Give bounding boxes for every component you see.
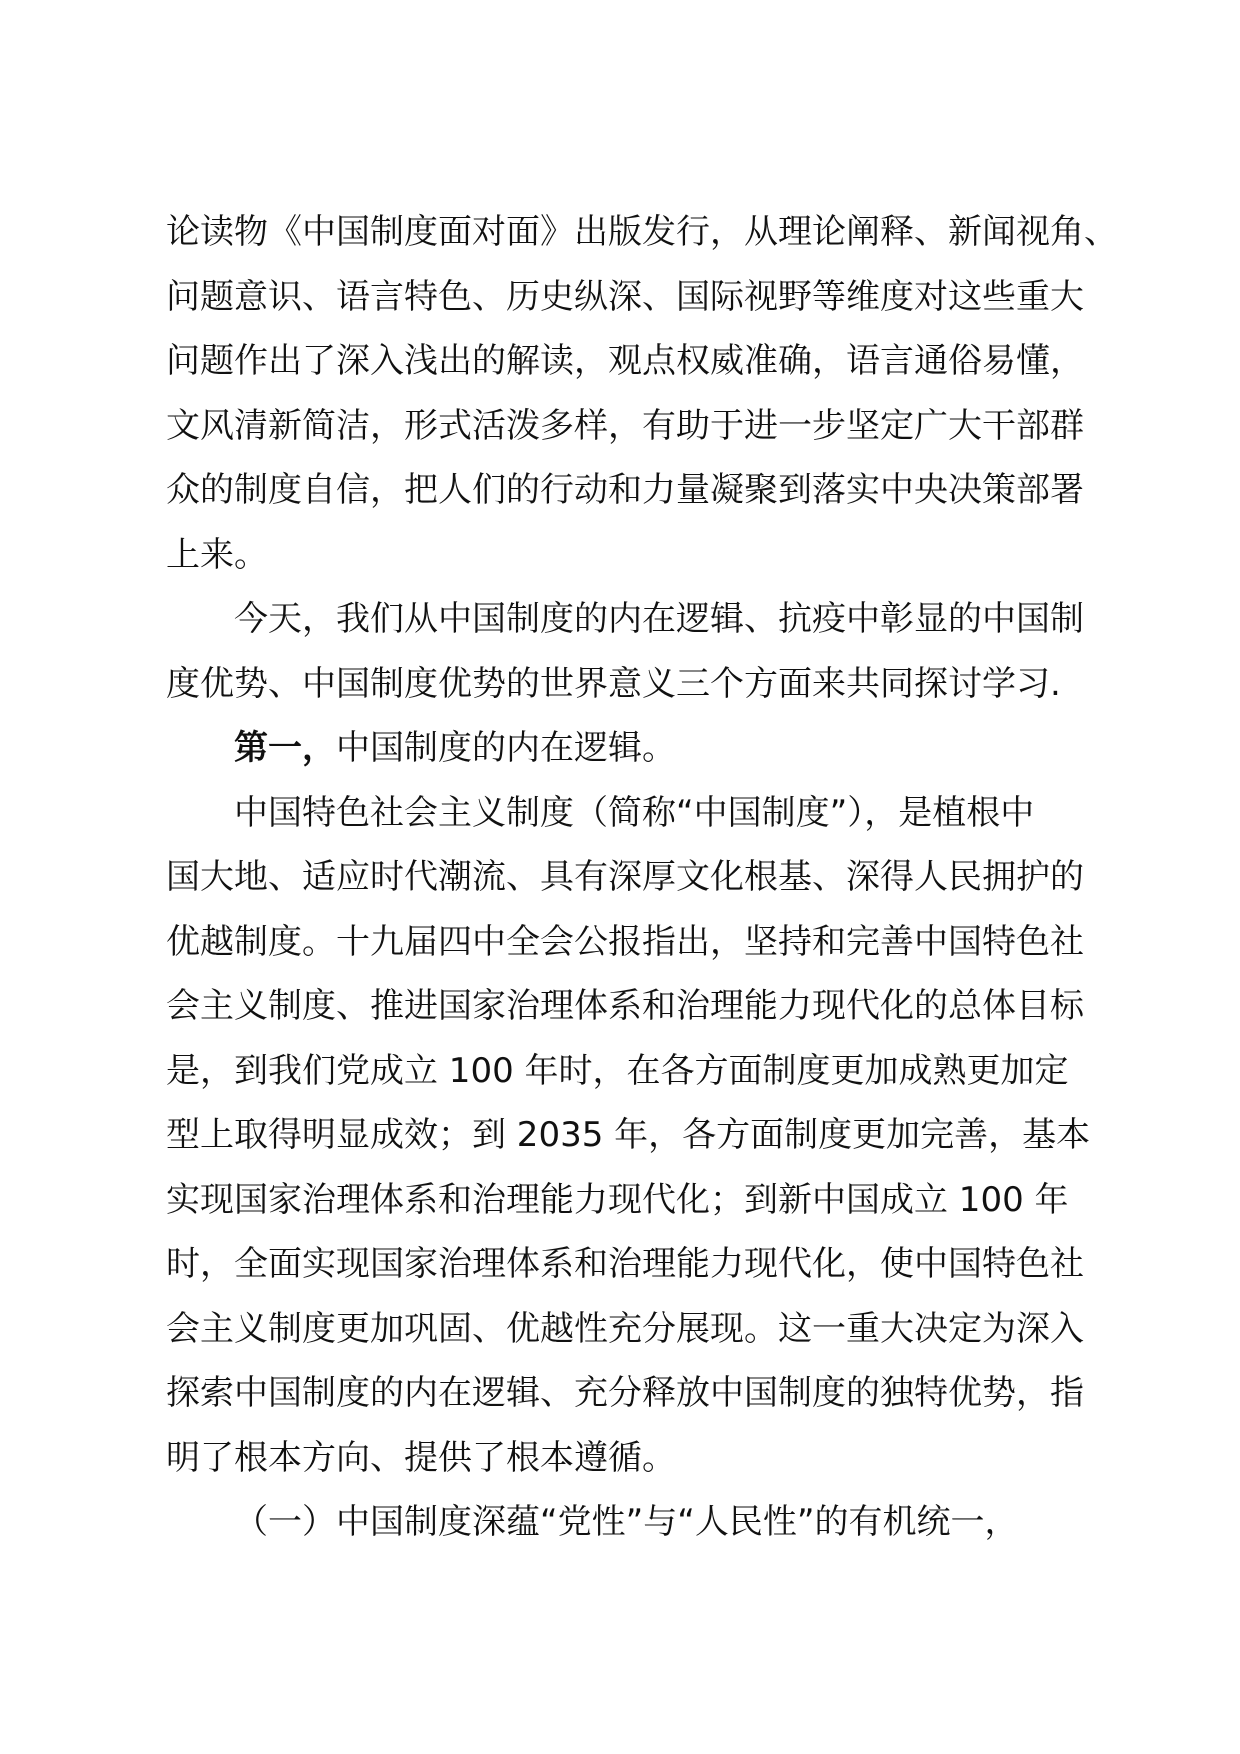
text-line: 国大地、适应时代潮流、具有深厚文化根基、深得人民拥护的	[166, 857, 1084, 897]
text-line: 今天，我们从中国制度的内在逻辑、抗疫中彰显的中国制	[234, 599, 1084, 639]
text-line: 会主义制度更加巩固、优越性充分展现。这一重大决定为深入	[166, 1308, 1084, 1349]
text-line: 众的制度自信，把人们的行动和力量凝聚到落实中央决策部署	[166, 470, 1084, 510]
text-line: 中国特色社会主义制度（简称“中国制度”），是植根中	[234, 792, 1035, 833]
text-line: 论读物《中国制度面对面》出版发行，从理论阐释、新闻视角、	[166, 212, 1118, 252]
text-line: 度优势、中国制度优势的世界意义三个方面来共同探讨学习.	[166, 663, 1061, 704]
text-line: 会主义制度、推进国家治理体系和治理能力现代化的总体目标	[166, 986, 1084, 1026]
text-line: 明了根本方向、提供了根本遵循。	[166, 1437, 676, 1478]
section-heading	[166, 716, 1086, 781]
text-line: 文风清新简洁，形式活泼多样，有助于进一步坚定广大干部群	[166, 405, 1084, 446]
text-line: 是，到我们党成立 100 年时，在各方面制度更加成熟更加定	[166, 1050, 1069, 1091]
body-text	[166, 200, 1118, 1555]
text-line: 优越制度。十九届四中全会公报指出，坚持和完善中国特色社	[166, 921, 1084, 962]
text-line: 探索中国制度的内在逻辑、充分释放中国制度的独特优势，指	[166, 1373, 1084, 1413]
text-line: 问题作出了深入浅出的解读，观点权威准确，语言通俗易懂，	[166, 341, 1084, 381]
text-line: 实现国家治理体系和治理能力现代化；到新中国成立 100 年	[166, 1179, 1069, 1220]
subsection-heading: （一）中国制度深蕴“党性”与“人民性”的有机统一，	[234, 1502, 1019, 1542]
heading-ordinal: 第一，	[234, 728, 336, 768]
text-line: 型上取得明显成效；到 2035 年，各方面制度更加完善，基本	[166, 1115, 1091, 1155]
heading-title: 中国制度的内在逻辑。	[336, 728, 676, 768]
text-line: 时，全面实现国家治理体系和治理能力现代化，使中国特色社	[166, 1244, 1084, 1284]
text-line: 上来。	[166, 534, 268, 575]
text-line: 问题意识、语言特色、历史纵深、国际视野等维度对这些重大	[166, 276, 1084, 317]
